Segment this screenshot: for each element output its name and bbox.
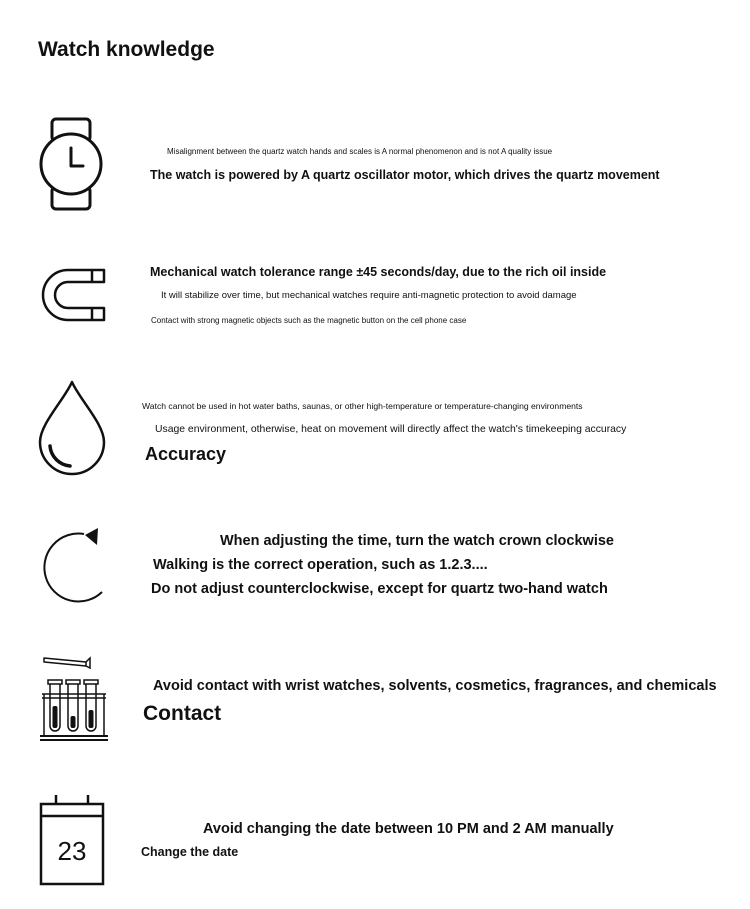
- page-title: Watch knowledge: [38, 38, 215, 61]
- calendar-icon: [38, 792, 108, 888]
- section-2-line-3: Contact with strong magnetic objects such as the magnetic button on the cell phone case: [151, 316, 467, 325]
- watch-icon: [36, 116, 106, 212]
- section-4-line-1: When adjusting the time, turn the watch crown clockwise: [220, 533, 614, 549]
- section-1-line-1: Misalignment between the quartz watch hands and scales is A normal phenomenon and is not A quality issue: [167, 147, 553, 156]
- section-5-line-1: Avoid contact with wrist watches, solvents, cosmetics, fragrances, and chemicals: [153, 678, 717, 694]
- section-2-line-2: It will stabilize over time, but mechanical watches require anti-magnetic protection to avoid damage: [161, 290, 577, 301]
- section-2-line-1: Mechanical watch tolerance range ±45 seconds/day, due to the rich oil inside: [150, 265, 607, 279]
- water-drop-icon: [36, 378, 108, 478]
- section-3-line-3: Accuracy: [145, 444, 227, 464]
- section-3-line-2: Usage environment, otherwise, heat on movement will directly affect the watch's timekeeping accuracy: [155, 424, 627, 435]
- section-3-line-1: Watch cannot be used in hot water baths, saunas, or other high-temperature or temperature-changing environments: [142, 401, 583, 411]
- section-4-line-2: Walking is the correct operation, such as 1.2.3....: [153, 557, 488, 573]
- section-5-line-2: Contact: [143, 702, 222, 725]
- section-6-line-2: Change the date: [141, 845, 239, 859]
- section-1-line-2: The watch is powered by A quartz oscillator motor, which drives the quartz movement: [150, 168, 660, 182]
- magnet-icon: [38, 266, 108, 324]
- calendar-day-number: 23: [57, 836, 87, 866]
- section-6-line-1: Avoid changing the date between 10 PM and 2 AM manually: [203, 821, 614, 837]
- test-tubes-icon: [38, 650, 110, 746]
- clockwise-arrow-icon: [38, 526, 110, 606]
- section-4-line-3: Do not adjust counterclockwise, except for quartz two-hand watch: [151, 581, 608, 597]
